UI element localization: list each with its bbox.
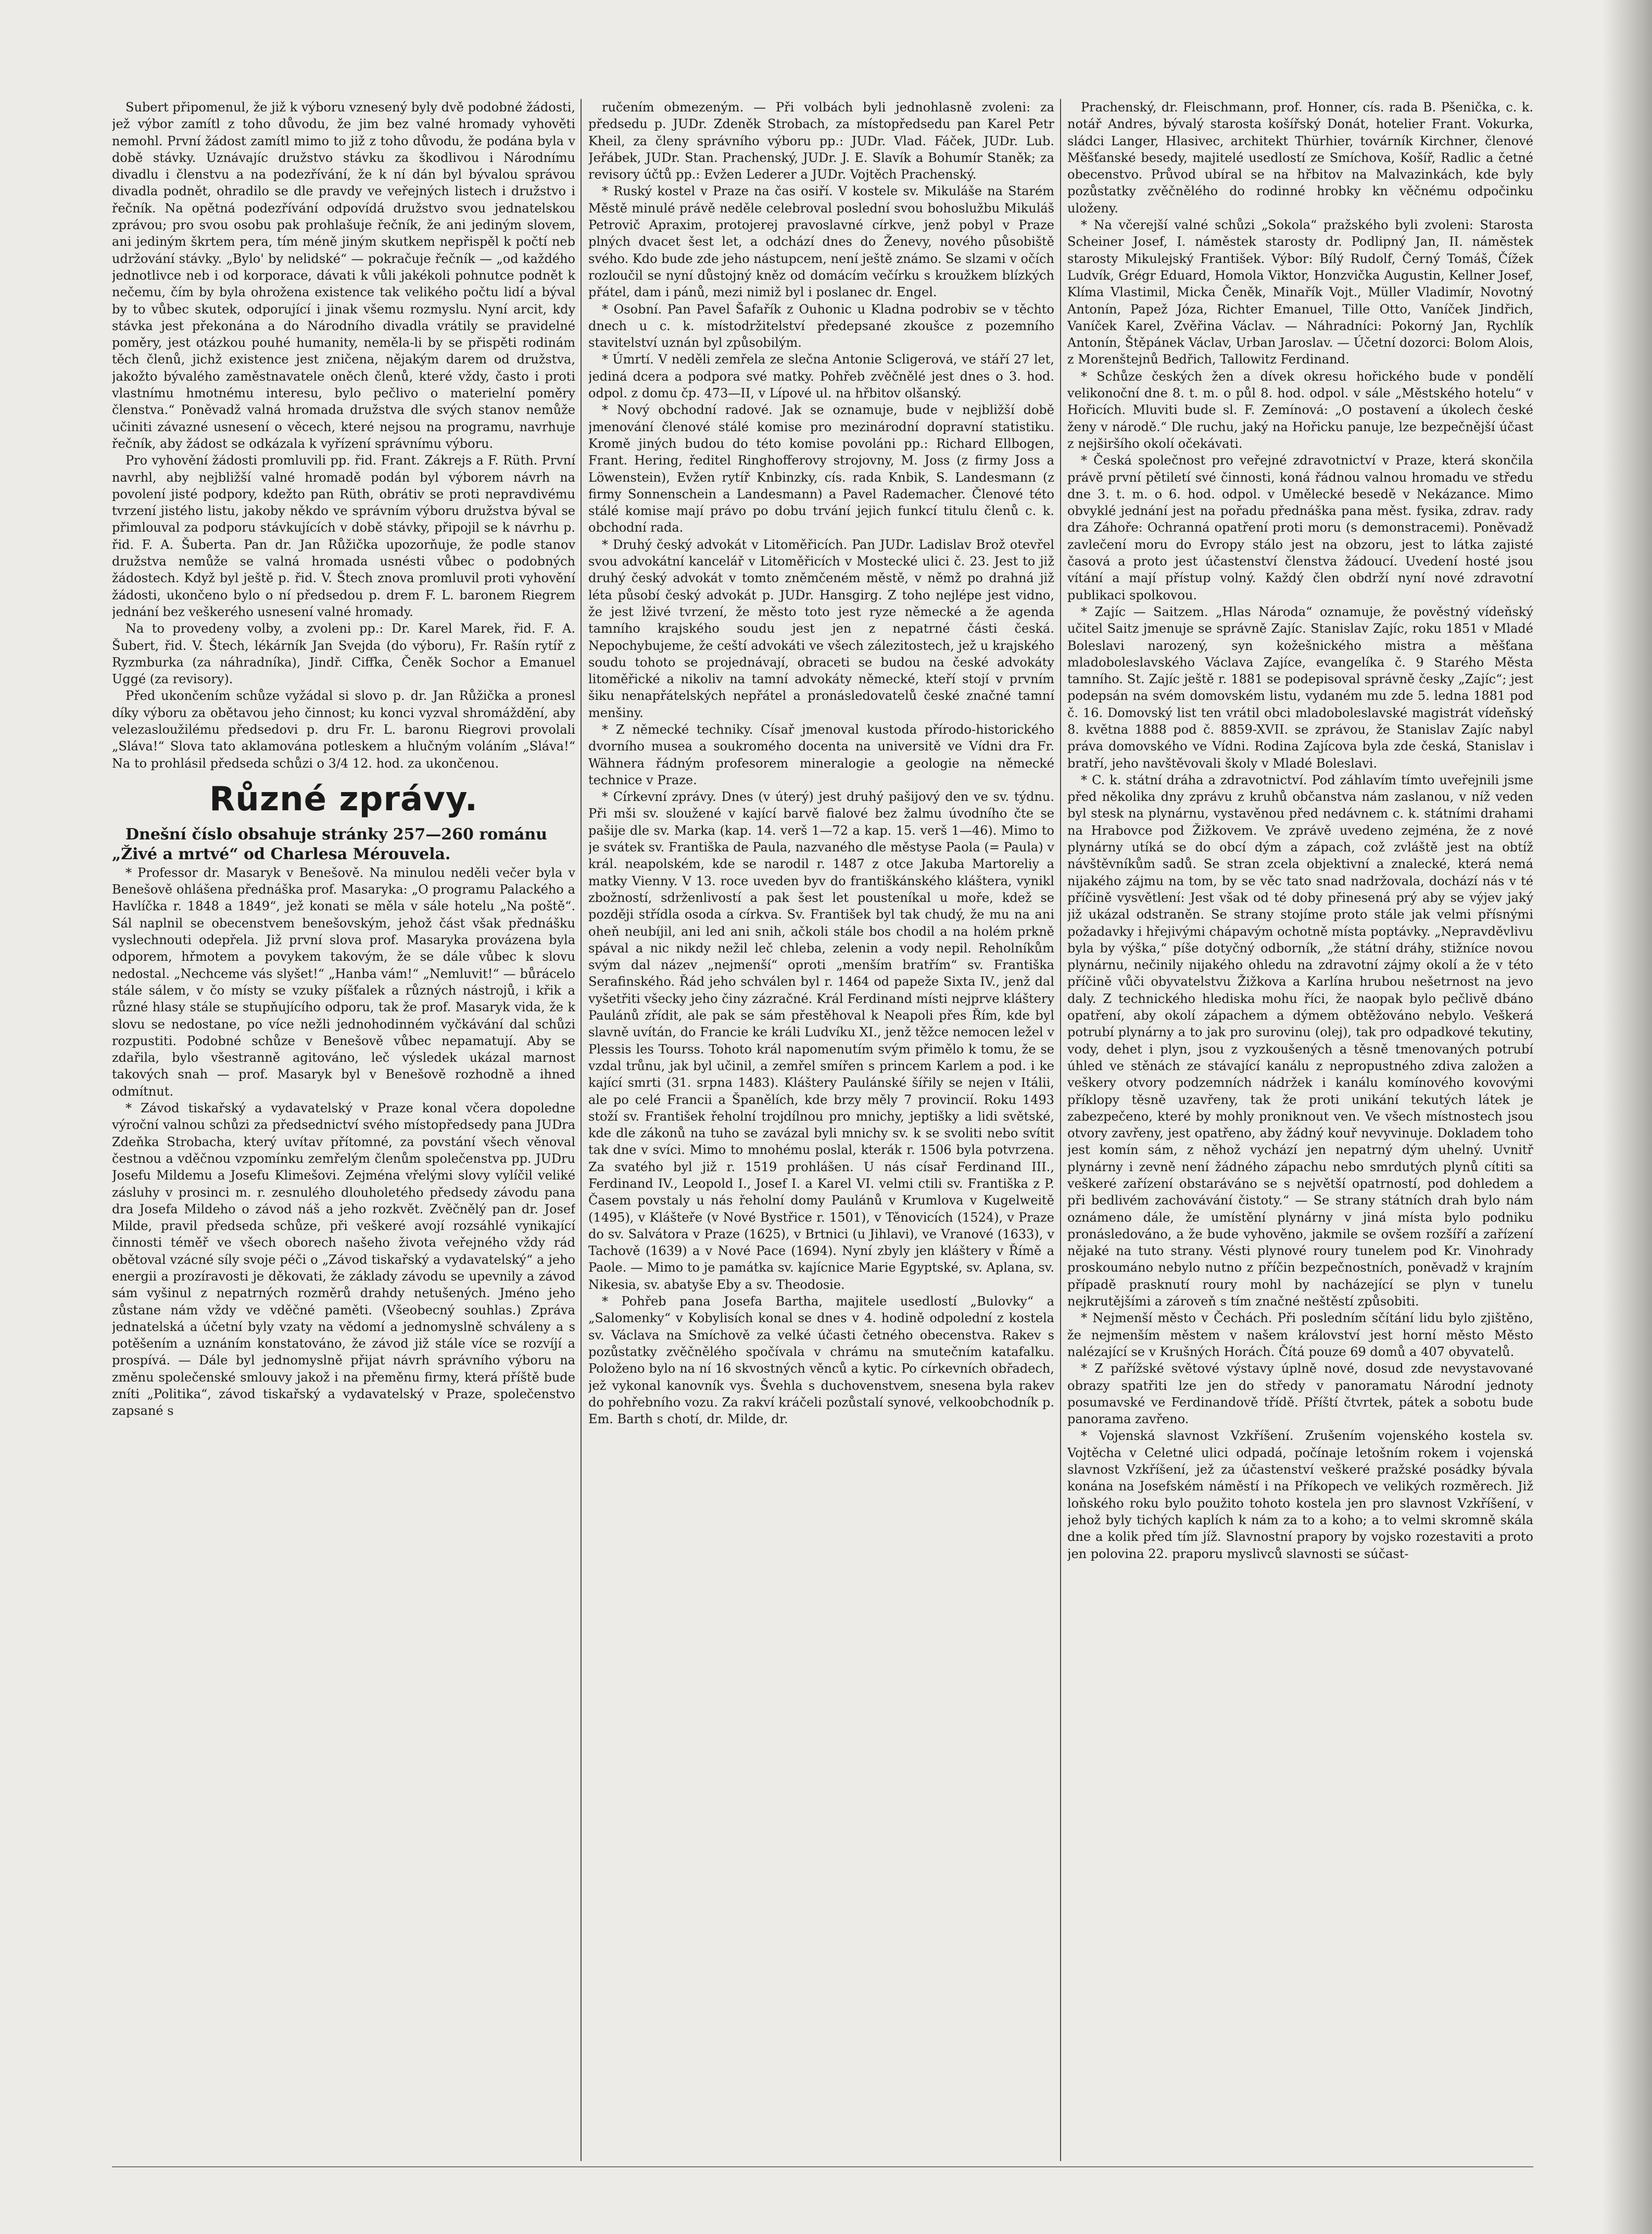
paragraph: Subert připomenul, že již k výboru vznesený byly dvě podobné žádosti, jež výbor zamítl z toho důvodu, že jim bez valné hromady vyhověti nemohl. První žádost zamítl mimo to již z toho důvodu, že podána byla v době stávky. Uznávajíc družstvo stávku za škodlivou i Národnímu divadlu i členstvu a na podezřívání, že k ní dán byl bývalou správou divadla podnět, ohradilo se dle pravdy ve veřejných listech i družstvo i řečník. Na opětná podezřívání odpovídá družstvo svou jednatelskou zprávou; pro svou osobu pak prohlašuje řečník, že ani jediným slovem, ani jediným škrtem pera, tím méně jiným skutkem nepřispěl k počtí neb udržování stávky. „Bylo' by nelidské“ — pokračuje řečník — „od každého jednotlivce neb i od korporace, dávati k vůli jakékoli pohnutce podnět k nečemu, čím by byla ohrožena existence tak velikého počtu lidí a býval by to vůbec skutek, odporující i jinak všemu rozmyslu. Nyní arcit, kdy stávka jest překonána a do Národního divadla vrátily se pravidelné poměry, jest otázkou pouhé humanity, neměla-li by se přispěti rodinám těch členů, jichž existence jest zničena, nějakým darem od družstva, jakožto bývalého zaměstnavatele oněch členů, které vždy, často i proti vlastnímu hmotnému interesu, bylo pečlivo o materielní poměry členstva.“ Poněvadž valná hromada družstva dle svých stanov nemůže učiniti závazné usnesení o věcech, které nejsou na programu, navrhuje řečník, aby žádost se odkázala k vyřízení správnímu výboru.: [112, 100, 575, 451]
paragraph: * Závod tiskařský a vydavatelský v Praze konal včera dopoledne výroční valnou schůzi za předsednictví svého místopředsedy pana JUDra Zdeňka Strobacha, který uvítav přítomné, za povstání všech věnoval čestnou a vděčnou vzpomínku zemřelým členům společenstva pp. JUDru Josefu Mildemu a Josefu Klimešovi. Zejména vřelými slovy vylíčil veliké zásluhy v prosinci m. r. zesnulého dlouholetého předsedy závodu pana dra Josefa Mildeho o závod náš a jeho rozkvět. Zvěčnělý pan dr. Josef Milde, pravil předseda schůze, při veškeré avojí rozsáhlé vynikající činnosti téměř ve všech oborech našeho života veřejného vždy rád obětoval vzácné síly svoje péči o „Závod tiskařský a vydavatelský“ a jeho energii a prozíravosti je děkovati, že základy závodu se upevnily a závod sám vyšinul z nepatrných rozměrů drahdy netušených. Jméno jeho zůstane nám vždy ve vděčné paměti. (Všeobecný souhlas.) Zpráva jednatelská a účetní byly vzaty na vědomí a jednomyslně schváleny a s potěšením a uznáním konstatováno, že závod již stále více se rozvíjí a prospívá. — Dále byl jednomyslně přijat návrh správního výboru na změnu společenské smlouvy jakož i na přeměnu firmy, která příště bude zníti „Politika“, závod tiskařský a vydavatelský v Praze, společenstvo zapsané s: [112, 1101, 575, 1419]
paragraph: * Pohřeb pana Josefa Bartha, majitele usedlostí „Bulovky“ a „Salomenky“ v Kobylisích konal se dnes v 4. hodině odpolední z kostela sv. Václava na Smíchově za velké účasti četného obecenstva. Rakev s pozůstatky zvěčnělého spočívala v chrámu na smutečním katafalku. Položeno bylo na ní 16 skvostných věnců a kytic. Po církevních obřadech, jež vykonal kanovník vys. Švehla s duchovenstvem, snesena byla rakev do pohřebního vozu. Za rakví kráčeli pozůstalí synové, velkoobchodník p. Em. Barth s chotí, dr. Milde, dr.: [588, 1294, 1054, 1427]
paragraph: * C. k. státní dráha a zdravotnictví. Pod záhlavím tímto uveřejnili jsme před několika dny zprávu z kruhů občanstva nám zaslanou, v níž veden byl stesk na plynárnu, vystavěnou před nedávnem c. k. státními drahami na Hrabovce pod Žižkovem. Ve zprávě uvedeno zejména, že z nové plynárny utíká se do obcí dým a zápach, což zvláště jest na obtíž návštěvníkům sadů. Se stran zcela objektivní a znalecké, která nemá nijakého zájmu na tom, by se věc tato snad nadržovala, dochází nás v té příčině vysvětlení: Jest však od té doby přinesená prý aby se výjev jaký již ukázal odstraněn. Se strany stojíme proto stále jak velmi přísnými požadavky i hřejivými chápavým ochotně místa poptávky. „Nepravděvlivu byla by výška,“ píše dotyčný odborník, „že státní dráhy, stižníce novou plynárnu, nečinily nijakého ohledu na zdravotní zájmy okolí a že v této příčině vůči obyvatelstvu Žižkova a Karlína hrubou nešetrnost na jevo daly. Z technického hlediska mohu říci, že naopak bylo pečlivě dbáno opatření, aby okolí zápachem a dýmem obtěžováno nebylo. Veškerá potrubí plynárny a to jak pro surovinu (olej), tak pro odpadkové tekutiny, vody, dehet i plyn, jsou z vyzkoušených a těsně tmenovaných potrubí úhled ve stěnách ze stávající kanálu z nepropustného zdiva založen a veškery otvory podzemních nádržek i kanálu komínového kovovými příklopy těsně uzavřeny, tak že proti unikání tekutých látek je zabezpečeno, které by mohly proniknout ven. Ve všech místnostech jsou otvory zavřeny, jest opatřeno, aby žádný kouř nevyvinuje. Dokladem toho jest komín sám, z něhož vychází jen nepatrný dým uhelný. Uvnitř plynárny i zevně není žádného zápachu nebo smrdutých plynů cítiti sa veškeré zařízení obstaráváno se s největší opatrností, pod dohledem a při bedlivém zachovávání čistoty.“ — Se strany státních drah bylo nám oznámeno dále, že umístění plynárny v jiná místa bylo podniku pronásledováno, a že bude vyhověno, jakmile se ovšem rozšíří a zařízení nějaké na tuto strany. Vésti plynové roury tunelem pod Kr. Vinohrady proskoumáno nebylo nutno z příčin bezpečnostních, poněvadž v krajním případě prasknutí roury mohl by nacházející se plyn v tunelu nejkrutějšími a zároveň s tím značné neštěstí způsobiti.: [1067, 772, 1533, 1309]
paragraph: * Církevní zprávy. Dnes (v úterý) jest druhý pašijový den ve sv. týdnu. Při mši sv. sloužené v kající barvě fialové bez žalmu úvodního čte se pašije dle sv. Marka (kap. 14. verš 1—72 a kap. 15. verš 1—46). Mimo to je svátek sv. Františka de Paula, nazvaného dle městyse Paola (= Paula) v král. neapolském, kde se narodil r. 1487 z otce Jakuba Martoreliy a matky Vienny. V 13. roce uveden byv do františkánského kláštera, vynikl zbožností, sdrženlivostí a pak šest let pousteníkal u moře, kdež se později střídla osoda a církva. Sv. František byl tak chudý, že mu na ani oheň neubíjil, ani led ani snih, ačkoli stále bos chodil a na holém prkně spával a nic nikdy nežil leč chleba, zelenin a vody nepil. Reholníkům svým dal název „nejmenší“ oproti „menším bratřím“ sv. Františka Serafinského. Řád jeho schválen byl r. 1464 od papeže Sixta IV., jenž dal vyšetřiti všecky jeho činy zázračné. Král Ferdinand místi nejprve kláštery Paulánů zřídit, ale pak se sám přestěhoval k Neapoli přes Řím, kde byl slavně uvítán, do Francie ke králi Ludvíku XI., jenž těžce nemocen ležel v Plessis les Tourss. Tohoto král napomenutím svým přimělo k tomu, že se vzdal trůnu, jak byl učinil, a zemřel smířen s princem Karlem a pod. i ke kající smrti (31. srpna 1483). Kláštery Paulánské šířily se nejen v Itálii, ale po celé Francii a Španělích, kde brzy měly 7 provincií. Roku 1493 stoží sv. František řeholní trojdílnou pro mnichy, jeptišky a lidi světské, kde dle zákonů na tuho se zavázal byli mnichy sv. k se svoliti nebo svítit tak dne v svíci. Mimo to mnohému poslal, kterák r. 1506 byla potvrzena. Za svatého byl již r. 1519 prohlášen. U nás císař Ferdinand III., Ferdinand IV., Leopold I., Josef I. a Karel VI. velmi ctili sv. Františka z P. Časem povstaly u nás řeholní domy Paulánů v Krumlova v Kugelweitě (1495), v Klášteře (v Nové Bystřice r. 1501), v Těnovicích (1524), v Praze do sv. Salvátora v Praze (1625), v Brtnici (u Jihlavi), ve Vranové (1633), v Tachově (1639) a v Nové Pace (1694). Nyní zbyly jen kláštery v Římě a Paole. — Mimo to je památka sv. kajícnice Marie Egyptské, sv. Aplana, sv. Nikesia, sv. abatyše Eby a sv. Theodosie.: [588, 789, 1054, 1292]
page-fold-shadow: [1601, 0, 1652, 2234]
paragraph: Před ukončením schůze vyžádal si slovo p. dr. Jan Růžička a pronesl díky výboru za obětavou jeho činnost; ku konci vyzval shromáždění, aby velezasloužilému předsedovi p. dru Fr. L. baronu Riegrovi provolali „Sláva!“ Slova tato aklamována potleskem a hlučným voláním „Sláva!“ Na to prohlásil předseda schůzi o 3/4 12. hod. za ukončenou.: [112, 688, 575, 771]
paragraph: * Česká společnost pro veřejné zdravotnictví v Praze, která skončila právě první pětiletí své činnosti, koná řádnou valnou hromadu ve středu dne 3. t. m. o 6. hod. odpol. v Umělecké besedě v Nekázance. Mimo obvyklé jednání jest na pořadu přednáška pana měst. fysika, zdrav. rady dra Záhoře: Ochranná opatření proti moru (s demonstracemi). Poněvadž zavlečení moru do Evropy stálo jest na obzoru, jest to látka zajisté časová a proto jest účastenství členstva žádoucí. Uvedení hosté jsou vítání a mají přístup volný. Každý člen obdrží nyní nové zdravotní publikaci spolkovou.: [1067, 453, 1533, 603]
paragraph: * Zajíc — Saitzem. „Hlas Národa“ oznamuje, že pověstný vídeňský učitel Saitz jmenuje se správně Zajíc. Stanislav Zajíc, roku 1851 v Mladé Boleslavi narozený, syn kožešnického mistra a měšťana mladoboleslavského Václava Zajíce, evangelíka č. 9 Starého Města tamního. St. Zajíc ještě r. 1881 se podepisoval správně česky „Zajíc“; jest podepsán na svém domovském listu, vydaném mu zde 5. ledna 1881 pod č. 16. Domovský list ten vrátil obci mladoboleslavské magistrát vídeňský 8. května 1888 pod č. 8859-XVII. se zprávou, že Stanislav Zajíc nabyl práva domovského ve Vídni. Rodina Zajícova byla zde česká, Stanislav i bratří, jeho navštěvovali školy v Mladé Boleslavi.: [1067, 604, 1533, 771]
column-2: [588, 99, 1054, 2161]
paragraph: * Z německé techniky. Císař jmenoval kustoda přírodo-historického dvorního musea a soukromého docenta na universitě ve Vídni dra Fr. Wähnera řádným profesorem mineralogie a geologie na německé technice v Praze.: [588, 722, 1054, 787]
paragraph: * Úmrtí. V neděli zemřela ze slečna Antonie Scligerová, ve stáří 27 let, jediná dcera a podpora své matky. Pohřeb zvěčnělé jest dnes o 3. hod. odpol. z domu čp. 473—II, v Lípové ul. na hřbitov olšanský.: [588, 352, 1054, 401]
paragraph: ručením obmezeným. — Při volbách byli jednohlasně zvoleni: za předsedu p. JUDr. Zdeněk Strobach, za místopředsedu pan Karel Petr Kheil, za členy správního výboru pp.: JUDr. Vlad. Fáček, JUDr. Lub. Jeřábek, JUDr. Stan. Prachenský, JUDr. J. E. Slavík a Bohumír Staněk; za revisory účtů pp.: Evžen Lederer a JUDr. Vojtěch Prachenský.: [588, 100, 1054, 182]
column-3: [1067, 99, 1533, 2161]
paragraph: * Na včerejší valné schůzi „Sokola“ pražského byli zvoleni: Starosta Scheiner Josef, I. náměstek starosty dr. Podlipný Jan, II. náměstek starosty Mikulejský František. Výbor: Bílý Rudolf, Černý Tomáš, Čížek Ludvík, Grégr Eduard, Homola Viktor, Honzvička Augustin, Kellner Josef, Klíma Vlastimil, Micka Čeněk, Minařík Vojt., Müller Vladimír, Novotný Antonín, Papež Józa, Richter Emanuel, Tille Otto, Vaníček Jindřich, Vaníček Karel, Zvěřina Václav. — Náhradníci: Pokorný Jan, Rychlík Antonín, Štěpánek Václav, Urban Jaroslav. — Účetní dozorci: Bolom Alois, z Morenštejnů Bedřich, Tallowitz Ferdinand.: [1067, 218, 1533, 367]
column-rule: [581, 99, 582, 2161]
paragraph: * Osobní. Pan Pavel Šafařík z Ouhonic u Kladna podrobiv se v těchto dnech u c. k. místodržitelství předepsané zkoušce z pozemního stavitelství uznán byl způsobilým.: [588, 302, 1054, 350]
column-rule: [1060, 99, 1061, 2161]
paragraph: * Professor dr. Masaryk v Benešově. Na minulou neděli večer byla v Benešově ohlášena přednáška prof. Masaryka: „O programu Palackého a Havlíčka r. 1848 a 1849“, jež konati se měla v sále hotelu „Na poště“. Sál naplnil se obecenstvem benešovským, jehož část však přednášku vyslechnouti odepřela. Již první slova prof. Masaryka provázena byla odporem, hřmotem a povykem takovým, že se dále vůbec k slovu nedostal. „Nechceme vás slyšet!“ „Hanba vám!“ „Nemluvit!“ — bůrácelo stále sálem, v čo místy se vzuky píšťalek a různých nástrojů, i křik a různé hlasy stále se stupňujícího odporu, tak že prof. Masaryk vida, že k slovu se nedostane, po více nežli jednohodinném vyčkávání dal schůzi rozpustiti. Podobné schůze v Benešově vůbec nepamatují. Aby se zdařila, bylo všestranně agitováno, leč výsledek ukázal marnost takových snah — prof. Masaryk byl v Benešově rozhodně a ihned odmítnut.: [112, 865, 575, 1099]
paragraph: * Schůze českých žen a dívek okresu hořického bude v pondělí velikonoční dne 8. t. m. o půl 8. hod. odpol. v sále „Městského hotelu“ v Hořicích. Mluviti bude sl. F. Zemínová: „O postavení a úkolech české ženy v národě.“ Dle ruchu, jaký na Hořicku panuje, lze bezpečnější účast z nejširšího okolí očekávati.: [1067, 369, 1533, 451]
paragraph: Pro vyhovění žádosti promluvili pp. řid. Frant. Zákrejs a F. Rüth. První navrhl, aby nejbližší valné hromadě podán byl výborem návrh na povolení jisté podpory, kdežto pan Rüth, obrátiv se proti nepravdivému tvrzení jistého listu, jakoby někdo ve správním výboru družstva býval se přimlouval za podporu stávkujících v době stávky, připojil se k návrhu p. řid. F. A. Šuberta. Pan dr. Jan Růžička upozorňuje, že podle stanov družstva nemůže se valná hromada usnésti vůbec o podobných žádostech. Když byl ještě p. řid. V. Štech znova promluvil proti vyhovění žádosti, ukončeno bylo o ní předsedou p. drem F. L. baronem Riegrem jednání bez veškerého usnesení valné hromady.: [112, 453, 575, 619]
paragraph: * Ruský kostel v Praze na čas osiří. V kostele sv. Mikuláše na Starém Městě minulé právě neděle celebroval poslední svou bohoslužbu Mikuláš Petrovič Apraxim, protojerej pravoslavné církve, jenž pobyl v Praze plných dvacet šest let, a odchází dnes do Ženevy, nového působiště svého. Kdo bude zde jeho nástupcem, není ještě známo. Se slzami v očích rozloučil se nyní důstojný kněz od domácím večírku s kroužkem blízkých přátel, dam i pánů, mezi nimiž byl i poslanec dr. Engel.: [588, 184, 1054, 300]
column-1: [112, 99, 575, 2161]
paragraph: * Nový obchodní radové. Jak se oznamuje, bude v nejbližší době jmenování členové stálé komise pro mezinárodní dopravní statistiku. Kromě jiných budou do této komise povoláni pp.: Richard Ellbogen, Frant. Hering, ředitel Ringhofferovy strojovny, M. Joss (z firmy Joss a Löwenstein), Evžen rytíř Knbinzky, cís. rada Knbik, S. Landesmann (z firmy Sonnenschein a Landesmann) a Pavel Rademacher. Členové této stálé komise mají právo po dobu trvání jejich funkcí titulu členů c. k. obchodní rada.: [588, 403, 1054, 535]
paragraph: * Nejmenší město v Čechách. Při posledním sčítání lidu bylo zjištěno, že nejmenším městem v našem království jest horní město Město nalézající se v Krušných Horách. Čítá pouze 69 domů a 407 obyvatelů.: [1067, 1311, 1533, 1359]
paragraph: * Druhý český advokát v Litoměřicích. Pan JUDr. Ladislav Brož otevřel svou advokátní kancelář v Litoměřicích v Mostecké ulici č. 23. Jest to již druhý český advokát v tomto zněmčeném městě, v němž po drahná již léta působí český advokát p. JUDr. Hansgirg. Z toho nejlépe jest vidno, že jest lživé tvrzení, že město toto jest ryze německé a že agenda tamního krajského soudu jest jen z nepatrné části česká. Nepochybujeme, že ceští advokáti ve všech zálezitostech, jež u krajského soudu tohoto se projednávají, obraceti se budou na české advokáty litoměřické a nikoliv na tamní advokáty německé, kteří stojí v prvním šiku nenapřátelských nepřátel a pronásledovatelů české značné tamní menšiny.: [588, 537, 1054, 720]
paragraph: Prachenský, dr. Fleischmann, prof. Honner, cís. rada B. Pšenička, c. k. notář Andres, bývalý starosta košířský Donát, hotelier Frant. Vokurka, sládci Langer, Hlasivec, architekt Thürhier, továrník Kirchner, členové Měšťanské besedy, majitelé usedlostí ze Smíchova, Košíř, Radlic a četné obecenstvo. Průvod ubíral se na hřbitov na Malvazinkách, kde byly pozůstatky zvěčnělého do rodinné hrobky kn věčnému odpočinku uloženy.: [1067, 100, 1533, 216]
paragraph: * Z pařížské světové výstavy úplně nové, dosud zde nevystavované obrazy spatřiti lze jen do středy v panoramatu Národní jednoty posumavské ve Ferdinandově třídě. Příští čtvrtek, pátek a sobotu bude panorama zavřeno.: [1067, 1361, 1533, 1427]
section-title: Různé zprávy.: [209, 780, 478, 819]
novel-notice: Dnešní číslo obsahuje stránky 257—260 románu „Živé a mrtvé“ od Charlesa Mérouvela.: [112, 825, 547, 863]
paragraph: * Vojenská slavnost Vzkříšení. Zrušením vojenského kostela sv. Vojtěcha v Celetné ulici odpadá, počínaje letošním rokem i vojenská slavnost Vzkříšení, jež za účastenství veškeré pražské posádky bývala konána na Josefském náměstí i na Příkopech ve velikých rozměrech. Již loňského roku bylo použito tohoto kostela jen pro slavnost Vzkříšení, v jehož byly tichých kaplích k nám za to a koho; a to velmi skromně skála dne a kolik před tím jíž. Slavnostní prapory by vojsko rozestaviti a proto jen polovina 22. praporu myslivců slavnosti se súčast-: [1067, 1428, 1533, 1561]
bottom-rule: [112, 2166, 1533, 2167]
paragraph: Na to provedeny volby, a zvoleni pp.: Dr. Karel Marek, řid. F. A. Šubert, řid. V. Štech, lékárník Jan Svejda (do výboru), Fr. Rašín rytíř z Ryzmburka (za náhradníka), Jindř. Ciffka, Čeněk Sochor a Emanuel Uggé (za revisory).: [112, 621, 575, 687]
